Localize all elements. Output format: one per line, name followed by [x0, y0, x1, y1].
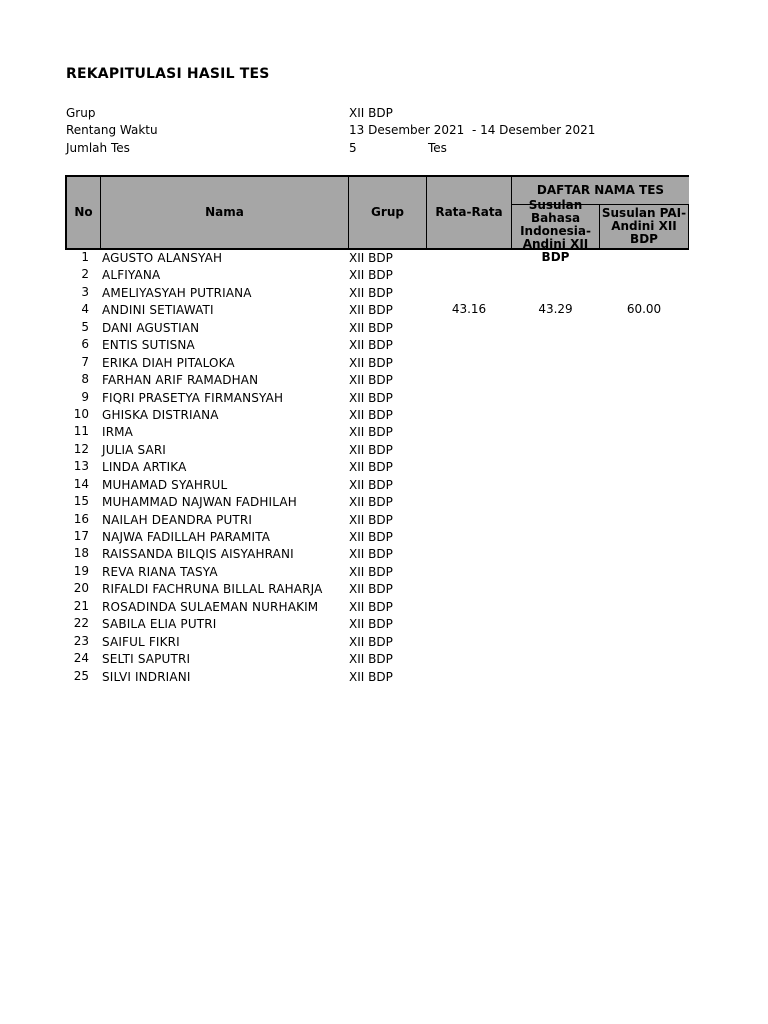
header-test-1-label: Susulan Bahasa Indonesia-Andini XII BDP	[520, 198, 591, 264]
row-nama: NAILAH DEANDRA PUTRI	[102, 512, 253, 527]
row-nama: AGUSTO ALANSYAH	[102, 251, 223, 265]
table-row	[0, 616, 768, 633]
row-grup: XII BDP	[349, 582, 393, 597]
table-row	[0, 372, 768, 389]
header-nama	[100, 175, 349, 250]
jumlah-tes-label: Jumlah Tes	[66, 141, 130, 155]
rentang-waktu-label: Rentang Waktu	[66, 123, 158, 137]
header-grup-label: Grup	[371, 205, 404, 219]
header-test-2	[599, 204, 689, 250]
row-no: 3	[81, 284, 89, 299]
row-nama: ERIKA DIAH PITALOKA	[102, 355, 235, 370]
table-row	[0, 407, 768, 424]
row-no: 12	[73, 441, 89, 456]
row-grup: XII BDP	[349, 268, 393, 283]
row-grup: XII BDP	[349, 303, 393, 318]
row-nama: SAIFUL FIKRI	[102, 634, 180, 649]
row-nama: IRMA	[102, 425, 134, 440]
header-nama-label: Nama	[205, 205, 244, 219]
row-no: 5	[81, 319, 89, 334]
row-no: 22	[73, 616, 89, 631]
table-row	[0, 581, 768, 598]
header-rata-rata-label: Rata-Rata	[435, 205, 503, 219]
table-row	[0, 477, 768, 494]
table-row	[0, 337, 768, 354]
row-no: 1	[81, 250, 89, 264]
row-no: 6	[81, 337, 89, 352]
page-title: REKAPITULASI HASIL TES	[66, 66, 270, 82]
grup-value: XII BDP	[349, 106, 393, 120]
row-nama: GHISKA DISTRIANA	[102, 407, 219, 422]
row-no: 2	[81, 267, 89, 282]
row-grup: XII BDP	[349, 564, 393, 579]
row-nama: ANDINI SETIAWATI	[102, 303, 214, 318]
row-no: 24	[73, 651, 89, 666]
row-nama: RIFALDI FACHRUNA BILLAL RAHARJA	[102, 582, 323, 597]
row-nama: REVA RIANA TASYA	[102, 564, 218, 579]
row-nama: ROSADINDA SULAEMAN NURHAKIM	[102, 599, 319, 614]
row-nama: DANI AGUSTIAN	[102, 320, 200, 335]
table-row	[0, 355, 768, 372]
row-nama: SILVI INDRIANI	[102, 669, 191, 684]
average-rata-rata: 43.16	[451, 302, 487, 316]
header-daftar-label: DAFTAR NAMA TES	[536, 183, 665, 197]
row-no: 9	[81, 389, 89, 404]
student-list	[0, 250, 768, 686]
row-nama: LINDA ARTIKA	[102, 460, 187, 475]
row-no: 18	[73, 546, 89, 561]
table-row	[0, 302, 768, 319]
table-row	[0, 442, 768, 459]
row-nama: RAISSANDA BILQIS AISYAHRANI	[102, 547, 294, 562]
row-grup: XII BDP	[349, 425, 393, 440]
row-no: 14	[73, 476, 89, 491]
row-grup: XII BDP	[349, 320, 393, 335]
header-no-label: No	[74, 205, 93, 219]
grup-label: Grup	[66, 106, 96, 120]
row-no: 8	[81, 372, 89, 387]
table-row	[0, 494, 768, 511]
row-no: 4	[81, 302, 89, 317]
row-nama: JULIA SARI	[102, 442, 166, 457]
row-nama: FIQRI PRASETYA FIRMANSYAH	[102, 390, 284, 405]
row-grup: XII BDP	[349, 669, 393, 684]
row-grup: XII BDP	[349, 617, 393, 632]
row-grup: XII BDP	[349, 495, 393, 510]
table-row	[0, 320, 768, 337]
row-grup: XII BDP	[349, 634, 393, 649]
row-nama: NAJWA FADILLAH PARAMITA	[102, 530, 271, 544]
row-no: 25	[73, 668, 89, 683]
table-row	[0, 634, 768, 651]
row-grup: XII BDP	[349, 285, 393, 300]
row-no: 21	[73, 598, 89, 613]
average-test-1: 43.29	[538, 302, 573, 316]
table-row	[0, 651, 768, 668]
row-nama: SABILA ELIA PUTRI	[102, 617, 217, 632]
row-no: 7	[81, 354, 89, 369]
jumlah-tes-value: 5	[349, 141, 357, 155]
row-grup: XII BDP	[349, 547, 393, 562]
row-grup: XII BDP	[349, 652, 393, 667]
row-grup: XII BDP	[349, 338, 393, 353]
table-row	[0, 512, 768, 529]
row-nama: MUHAMMAD NAJWAN FADHILAH	[102, 495, 297, 510]
row-grup: XII BDP	[349, 599, 393, 614]
row-grup: XII BDP	[349, 460, 393, 475]
row-no: 13	[73, 459, 89, 474]
row-no: 16	[73, 511, 89, 526]
table-row	[0, 424, 768, 441]
table-row	[0, 564, 768, 581]
row-nama: AMELIYASYAH PUTRIANA	[102, 285, 252, 300]
row-grup: XII BDP	[349, 477, 393, 492]
row-nama: ENTIS SUTISNA	[102, 338, 195, 353]
header-no	[65, 175, 101, 250]
row-nama: MUHAMAD SYAHRUL	[102, 477, 228, 492]
header-grup	[348, 175, 427, 250]
header-test-2-label: Susulan PAI-Andini XII BDP	[601, 206, 687, 246]
header-test-1	[511, 198, 600, 264]
row-grup: XII BDP	[349, 373, 393, 388]
row-no: 17	[73, 529, 89, 543]
row-nama: FARHAN ARIF RAMADHAN	[102, 373, 259, 388]
average-test-2: 60.00	[626, 302, 662, 316]
table-row	[0, 669, 768, 686]
row-nama: ALFIYANA	[102, 268, 161, 283]
row-grup: XII BDP	[349, 390, 393, 405]
table-row	[0, 267, 768, 284]
row-grup: XII BDP	[349, 355, 393, 370]
row-grup: XII BDP	[349, 407, 393, 422]
table-row	[0, 250, 768, 267]
row-no: 20	[73, 581, 89, 596]
table-row	[0, 285, 768, 302]
table-row	[0, 529, 768, 546]
table-row	[0, 599, 768, 616]
row-nama: SELTI SAPUTRI	[102, 652, 191, 667]
row-no: 11	[73, 424, 89, 439]
table-row	[0, 459, 768, 476]
row-grup: XII BDP	[349, 512, 393, 527]
rentang-waktu-value: 13 Desember 2021 - 14 Desember 2021	[349, 123, 596, 137]
row-no: 15	[73, 494, 89, 509]
row-grup: XII BDP	[349, 251, 393, 265]
header-rata-rata	[426, 175, 512, 250]
row-grup: XII BDP	[349, 530, 393, 544]
jumlah-tes-unit: Tes	[428, 141, 447, 155]
row-no: 23	[73, 633, 89, 648]
table-row	[0, 390, 768, 407]
row-no: 10	[73, 406, 89, 421]
table-row	[0, 546, 768, 563]
row-no: 19	[73, 563, 89, 578]
row-grup: XII BDP	[349, 442, 393, 457]
